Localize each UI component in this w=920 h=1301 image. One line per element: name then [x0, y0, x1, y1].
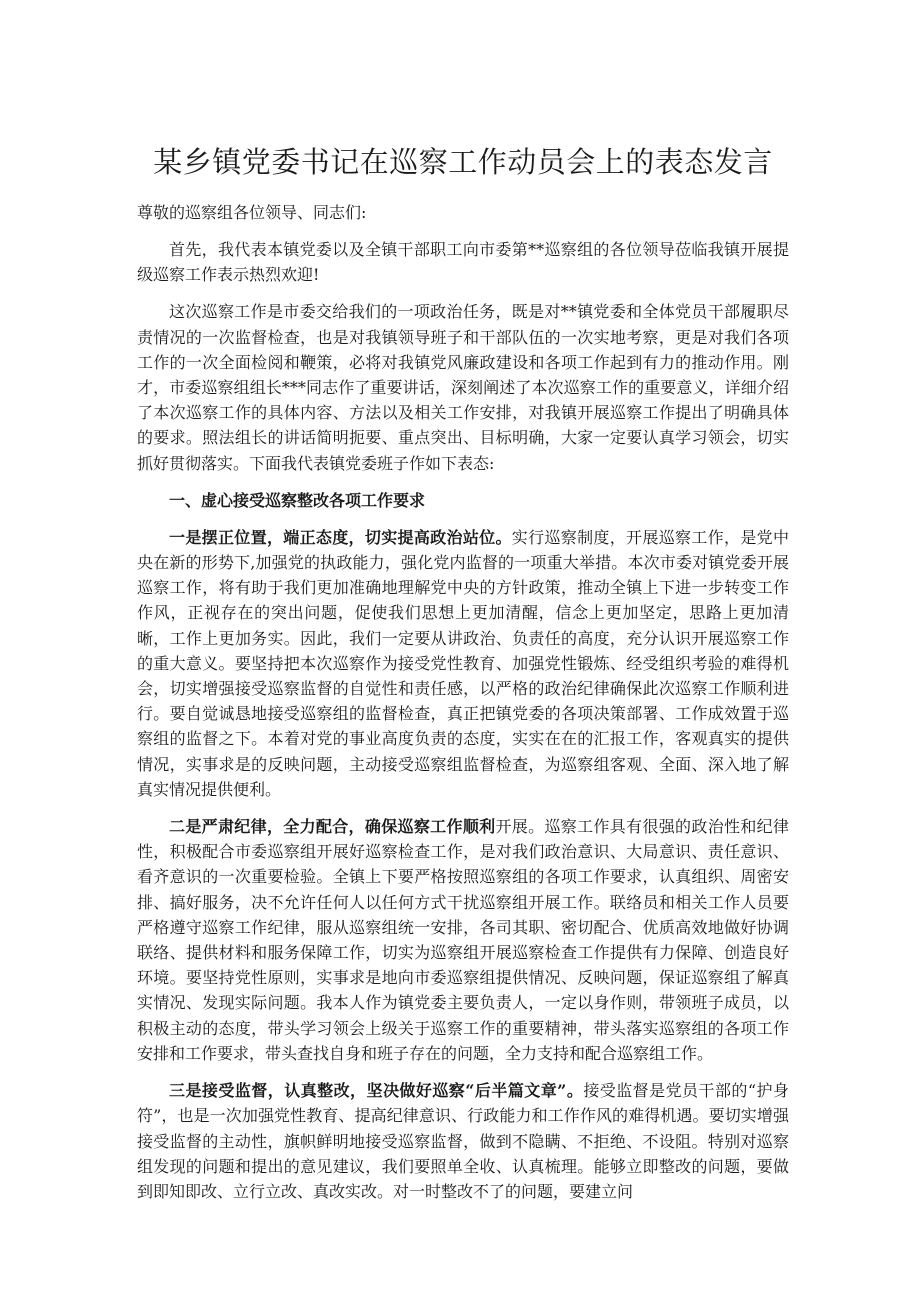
- point-lead-3: 三是接受监督，认真整改，坚决做好巡察“后半篇文章”。: [169, 1081, 584, 1101]
- document-title: 某乡镇党委书记在巡察工作动员会上的表态发言: [153, 145, 773, 179]
- point-body-2: 开展。巡察工作具有很强的政治性和纪律性，积极配合市委巡察组开展好巡察检查工作，是对我们政治意识、大局意识、责任意识、看齐意识的一次重要检验。全镇上下要严格按照巡察组的各项工作要求，认真组织、周密安排、搞好服务，决不允许任何人以任何方式干扰巡察组开展工作。联络员和相关工作人员要严格遵守巡察工作纪律，服从巡察组统一安排，各司其职、密切配合、优质高效地做好协调联络、提供材料和服务保障工作，切实为巡察组开展巡察检查工作提供有力保障、创造良好环境。要坚持党性原则，实事求是地向市委巡察组提供情况、反映问题，保证巡察组了解真实情况、发现实际问题。我本人作为镇党委主要负责人，一定以身作则，带领班子成员，以积极主动的态度，带头学习领会上级关于巡察工作的重要精神，带头落实巡察组的各项工作安排和工作要求，带头查找自身和班子存在的问题，全力支持和配合巡察组工作。: [137, 817, 789, 1063]
- point-lead-1: 一是摆正位置，端正态度，切实提高政治站位。: [169, 527, 512, 547]
- point-body-1: 实行巡察制度，开展巡察工作，是党中央在新的形势下,加强党的执政能力，强化党内监督的一项重大举措。本次市委对镇党委开展巡察工作，将有助于我们更加准确地理解党中央的方针政策，推动全镇上下进一步转变工作作风，正视存在的突出问题，促使我们思想上更加清醒，信念上更加坚定，思路上更加清晰，工作上更加务实。因此，我们一定要从讲政治、负责任的高度，充分认识开展巡察工作的重大意义。要坚持把本次巡察作为接受党性教育、加强党性锻炼、经受组织考验的难得机会，切实增强接受巡察监督的自觉性和责任感，以严格的政治纪律确保此次巡察工作顺利进行。要自觉诚恳地接受巡察组的监督检查，真正把镇党委的各项决策部署、工作成效置于巡察组的监督之下。本着对党的事业高度负责的态度，实实在在的汇报工作，客观真实的提供情况，实事求是的反映问题，主动接受巡察组监督检查，为巡察组客观、全面、深入地了解真实情况提供便利。: [137, 527, 789, 799]
- point-lead-2: 二是严肃纪律，全力配合，确保巡察工作顺利: [169, 817, 496, 837]
- point-body-3: 接受监督是党员干部的“护身符”，也是一次加强党性教育、提高纪律意识、行政能力和工作作风的难得机遇。要切实增强接受监督的主动性，旗帜鲜明地接受巡察监督，做到不隐瞒、不拒绝、不设阻。特别对巡察组发现的问题和提出的意见建议，我们要照单全收、认真梳理。能够立即整改的问题，要做到即知即改、立行立改、真改实改。对一时整改不了的问题，要建立问: [137, 1081, 789, 1201]
- document-page: [137, 140, 789, 1216]
- salutation: 尊敬的巡察组各位领导、同志们:: [137, 203, 367, 222]
- point-paragraph-2: [137, 814, 789, 1066]
- point-paragraph-1: [137, 525, 789, 802]
- point-paragraph-3: [137, 1078, 789, 1204]
- paragraph-welcome: 首先，我代表本镇党委以及全镇干部职工向市委第**巡察组的各位领导莅临我镇开展提级巡察工作表示热烈欢迎!: [137, 240, 789, 285]
- paragraph-introduction: 这次巡察工作是市委交给我们的一项政治任务，既是对**镇党委和全体党员干部履职尽责情况的一次监督检查，也是对我镇领导班子和干部队伍的一次实地考察，更是对我们各项工作的一次全面检阅和鞭策，必将对我镇党风廉政建设和各项工作起到有力的推动作用。刚才，市委巡察组组长***同志作了重要讲话，深刻阐述了本次巡察工作的重要意义，详细介绍了本次巡察工作的具体内容、方法以及相关工作安排，对我镇开展巡察工作提出了明确具体的要求。照法组长的讲话简明扼要、重点突出、目标明确，大家一定要认真学习领会，切实抓好贯彻落实。下面我代表镇党委班子作如下表态:: [137, 302, 789, 473]
- section-heading-1: 一、虚心接受巡察整改各项工作要求: [169, 490, 426, 510]
